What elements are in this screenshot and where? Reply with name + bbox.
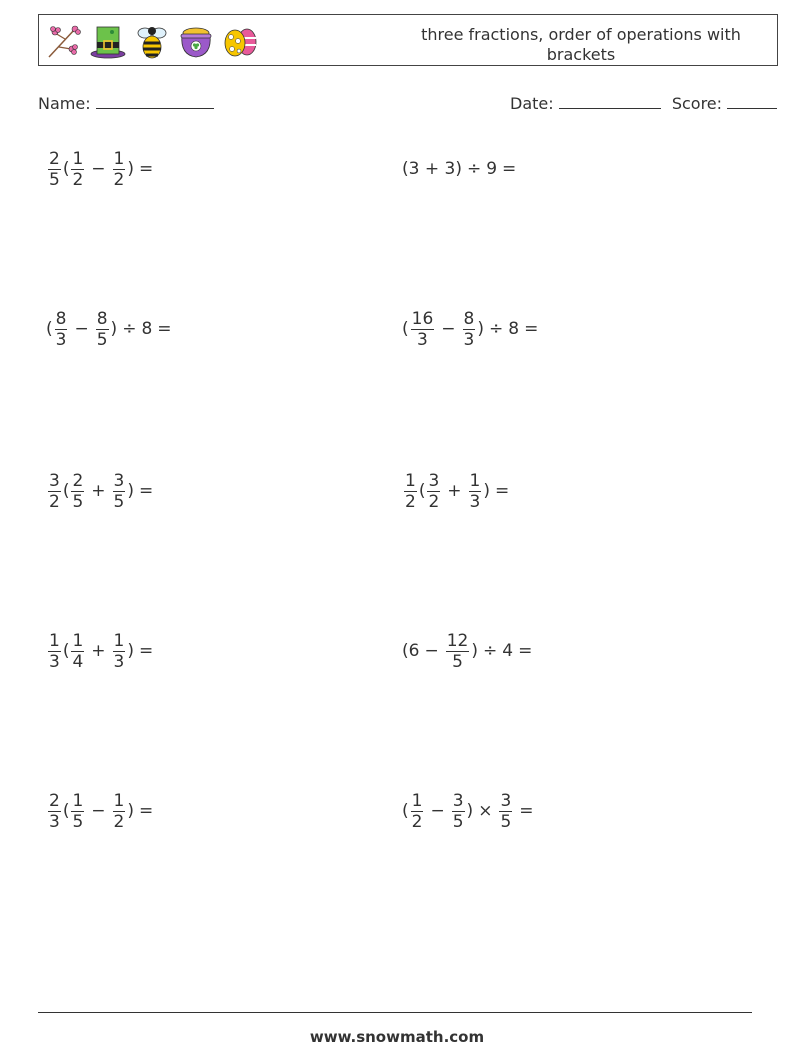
numerator: 3: [500, 790, 512, 811]
problem-2: [402, 144, 521, 194]
problem-1: [46, 144, 158, 194]
denominator: 3: [417, 329, 428, 350]
numerator: 1: [469, 470, 481, 491]
numerator: 8: [55, 308, 67, 329]
expression-token: (: [402, 801, 409, 821]
problem-6: [402, 466, 514, 516]
expression-token: ÷: [466, 159, 482, 179]
numerator: 8: [96, 308, 108, 329]
fraction: [446, 632, 470, 671]
expression-token: =: [139, 481, 154, 501]
denominator: 5: [452, 811, 464, 832]
fraction: [48, 472, 61, 511]
numerator: 16: [411, 308, 434, 329]
numerator: 1: [113, 630, 125, 651]
expression-token: (: [418, 481, 426, 501]
denominator: 3: [55, 329, 67, 350]
header-icons: [45, 21, 259, 61]
expression-token: +: [91, 481, 106, 501]
problem-9: [46, 786, 158, 836]
expression-token: −: [91, 159, 106, 179]
expression-token: −: [424, 641, 439, 661]
name-blank[interactable]: [96, 92, 214, 109]
denominator: 3: [49, 811, 60, 832]
score-blank[interactable]: [727, 92, 777, 109]
expression-token: ): [127, 481, 135, 501]
fraction: [71, 632, 84, 671]
expression-token: =: [157, 319, 172, 339]
numerator: 3: [428, 470, 440, 491]
expression-token: (: [46, 319, 53, 339]
easter-eggs-icon: [221, 21, 259, 61]
numerator: 1: [49, 630, 60, 651]
expression-token: ): [477, 319, 484, 339]
expression-token: =: [519, 801, 534, 821]
problem-7: [46, 626, 158, 676]
expression-token: (: [62, 801, 70, 821]
problem-10: [402, 786, 539, 836]
expression-token: ): [471, 641, 478, 661]
fraction: [55, 310, 68, 349]
fraction: [411, 310, 435, 349]
numerator: 1: [72, 790, 84, 811]
problem-4: [402, 304, 543, 354]
expression-token: =: [139, 801, 154, 821]
pot-of-gold-icon: [177, 21, 215, 61]
numerator: 1: [405, 470, 416, 491]
expression-token: +: [91, 641, 106, 661]
expression-token: +: [447, 481, 462, 501]
fraction: [48, 792, 61, 831]
fraction: [48, 632, 61, 671]
problem-8: [402, 626, 537, 676]
fraction: [469, 472, 482, 511]
expression-token: (3 + 3): [402, 159, 462, 179]
expression-token: ): [127, 159, 135, 179]
expression-token: 8: [508, 319, 520, 339]
numerator: 1: [72, 148, 84, 169]
numerator: 3: [113, 470, 125, 491]
fraction: [452, 792, 465, 831]
expression-token: 4: [502, 641, 514, 661]
problem-5: [46, 466, 158, 516]
denominator: 5: [113, 491, 125, 512]
expression-token: ): [466, 801, 474, 821]
date-blank[interactable]: [559, 92, 661, 109]
expression-token: ): [110, 319, 118, 339]
fraction: [404, 472, 417, 511]
expression-token: (: [402, 319, 409, 339]
expression-token: =: [495, 481, 510, 501]
numerator: 1: [411, 790, 423, 811]
date-label: Date:: [510, 94, 554, 113]
numerator: 2: [72, 470, 84, 491]
denominator: 3: [113, 651, 125, 672]
expression-token: ÷: [122, 319, 137, 339]
bee-icon: [133, 21, 171, 61]
numerator: 1: [113, 790, 125, 811]
denominator: 4: [72, 651, 84, 672]
expression-token: =: [502, 159, 517, 179]
date-score-fields: [510, 92, 777, 113]
fraction: [463, 310, 476, 349]
expression-token: −: [91, 801, 106, 821]
fraction: [71, 472, 84, 511]
fraction: [113, 792, 126, 831]
expression-token: 8: [141, 319, 153, 339]
expression-token: =: [139, 641, 154, 661]
expression-token: (: [62, 481, 70, 501]
numerator: 12: [446, 630, 469, 651]
fraction: [113, 632, 126, 671]
denominator: 3: [463, 329, 475, 350]
numerator: 1: [72, 630, 84, 651]
fraction: [71, 150, 84, 189]
denominator: 3: [49, 651, 60, 672]
leprechaun-hat-icon: [89, 21, 127, 61]
expression-token: =: [139, 159, 154, 179]
expression-token: =: [524, 319, 539, 339]
name-field: [38, 92, 214, 113]
denominator: 5: [452, 651, 463, 672]
denominator: 2: [405, 491, 416, 512]
fraction: [411, 792, 424, 831]
numerator: 3: [452, 790, 464, 811]
expression-token: (: [62, 159, 70, 179]
numerator: 3: [49, 470, 60, 491]
denominator: 2: [113, 811, 125, 832]
expression-token: (6: [402, 641, 420, 661]
denominator: 2: [113, 169, 125, 190]
fraction: [48, 150, 61, 189]
numerator: 2: [49, 790, 60, 811]
expression-token: =: [518, 641, 533, 661]
expression-token: ): [127, 641, 135, 661]
denominator: 2: [49, 491, 60, 512]
expression-token: −: [74, 319, 89, 339]
fraction: [113, 150, 126, 189]
denominator: 2: [411, 811, 423, 832]
fraction: [96, 310, 109, 349]
footer-url: www.snowmath.com: [309, 1028, 485, 1046]
denominator: 5: [72, 811, 84, 832]
expression-token: (: [62, 641, 70, 661]
denominator: 2: [72, 169, 84, 190]
worksheet-title: three fractions, order of operations with brackets: [421, 25, 741, 64]
numerator: 1: [113, 148, 125, 169]
denominator: 5: [96, 329, 108, 350]
problem-3: [46, 304, 177, 354]
denominator: 5: [49, 169, 60, 190]
fraction: [427, 472, 440, 511]
expression-token: 9: [486, 159, 498, 179]
footer-divider: [38, 1012, 752, 1013]
worksheet-header: [38, 14, 778, 66]
denominator: 5: [500, 811, 512, 832]
fraction: [71, 792, 84, 831]
numerator: 8: [463, 308, 475, 329]
numerator: 2: [49, 148, 60, 169]
flower-branch-icon: [45, 21, 83, 61]
expression-token: ): [483, 481, 491, 501]
expression-token: −: [441, 319, 456, 339]
fraction: [113, 472, 126, 511]
expression-token: ÷: [489, 319, 504, 339]
score-label: Score:: [671, 94, 723, 113]
expression-token: ): [127, 801, 135, 821]
denominator: 5: [72, 491, 84, 512]
expression-token: ×: [478, 801, 493, 821]
expression-token: ÷: [482, 641, 498, 661]
name-label: Name:: [38, 94, 91, 113]
fraction: [499, 792, 512, 831]
expression-token: −: [430, 801, 445, 821]
denominator: 3: [469, 491, 481, 512]
denominator: 2: [428, 491, 440, 512]
